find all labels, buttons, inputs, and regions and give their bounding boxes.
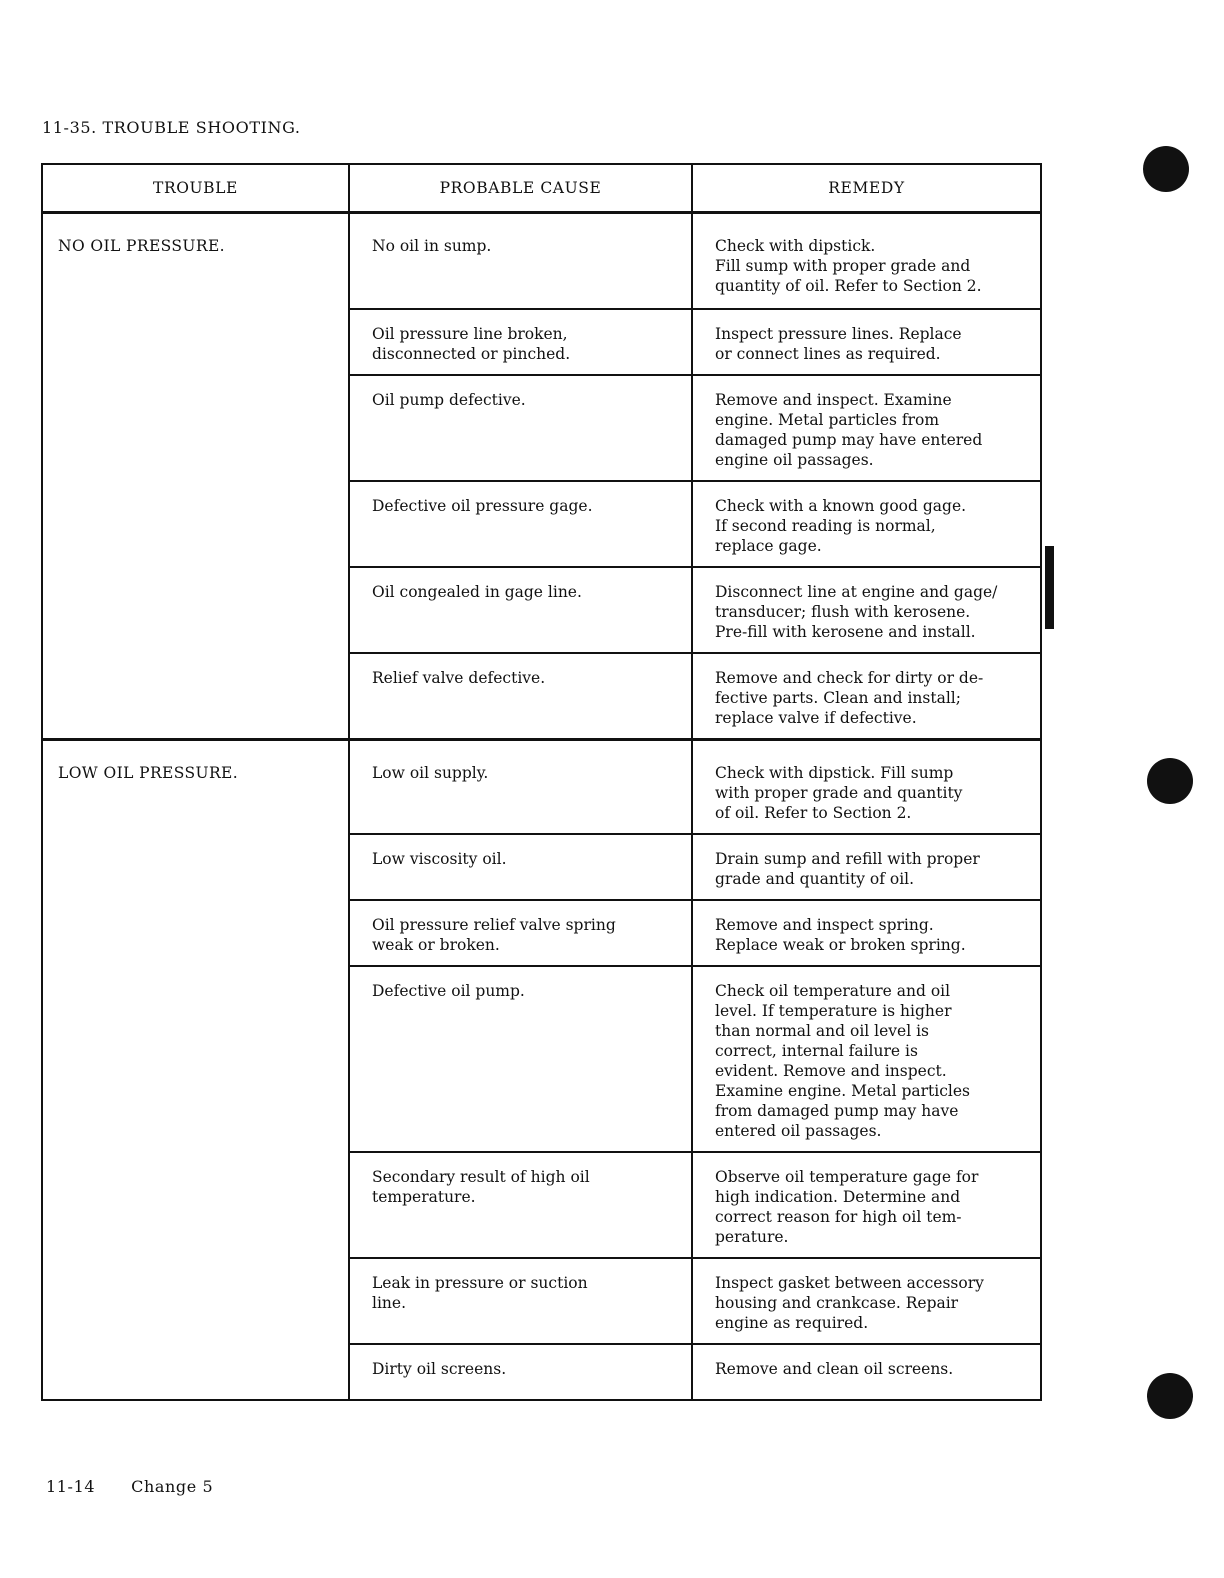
remedy-cell: Inspect gasket between accessory housing and crankcase. Repair engine as required.	[692, 1258, 1041, 1344]
cause-cell: Oil pressure relief valve spring weak or broken.	[349, 900, 692, 966]
cause-cell: Oil congealed in gage line.	[349, 567, 692, 653]
binder-hole-icon	[1147, 1373, 1193, 1419]
table-header-row	[42, 164, 1041, 213]
remedy-cell: Remove and check for dirty or de- fective parts. Clean and install; replace valve if defective.	[692, 653, 1041, 740]
trouble-low-oil-pressure: LOW OIL PRESSURE.	[42, 739, 349, 1400]
cause-cell: Oil pressure line broken, disconnected or pinched.	[349, 309, 692, 375]
remedy-cell: Check with dipstick. Fill sump with proper grade and quantity of oil. Refer to Section 2.	[692, 739, 1041, 834]
remedy-cell: Observe oil temperature gage for high indication. Determine and correct reason for high oil tem- perature.	[692, 1152, 1041, 1258]
cause-cell: Low oil supply.	[349, 739, 692, 834]
cause-cell: Secondary result of high oil temperature.	[349, 1152, 692, 1258]
header-probable-cause: PROBABLE CAUSE	[349, 164, 692, 213]
page-footer	[46, 1477, 213, 1496]
cause-cell: Leak in pressure or suction line.	[349, 1258, 692, 1344]
cause-cell: Dirty oil screens.	[349, 1344, 692, 1400]
cause-cell: Relief valve defective.	[349, 653, 692, 740]
table-row	[42, 739, 1041, 834]
remedy-cell: Disconnect line at engine and gage/ transducer; flush with kerosene. Pre-fill with kerosene and install.	[692, 567, 1041, 653]
header-remedy: REMEDY	[692, 164, 1041, 213]
page-number: 11-14	[46, 1477, 96, 1496]
remedy-cell: Check with dipstick. Fill sump with proper grade and quantity of oil. Refer to Section 2.	[692, 213, 1041, 309]
troubleshooting-table	[41, 163, 1042, 1401]
trouble-no-oil-pressure: NO OIL PRESSURE.	[42, 213, 349, 740]
revision-change-bar	[1045, 546, 1054, 629]
remedy-cell: Remove and inspect spring. Replace weak or broken spring.	[692, 900, 1041, 966]
remedy-cell: Check oil temperature and oil level. If temperature is higher than normal and oil level is correct, internal failure is evident. Remove and inspect. Examine engine. Metal particles from damaged pump may have entered oil passages.	[692, 966, 1041, 1152]
change-number: Change 5	[131, 1477, 214, 1496]
binder-hole-icon	[1143, 146, 1189, 192]
cause-cell: No oil in sump.	[349, 213, 692, 309]
table-row	[42, 213, 1041, 309]
cause-cell: Defective oil pump.	[349, 966, 692, 1152]
binder-hole-icon	[1147, 758, 1193, 804]
remedy-cell: Remove and clean oil screens.	[692, 1344, 1041, 1400]
header-trouble: TROUBLE	[42, 164, 349, 213]
remedy-cell: Drain sump and refill with proper grade and quantity of oil.	[692, 834, 1041, 900]
remedy-cell: Inspect pressure lines. Replace or connect lines as required.	[692, 309, 1041, 375]
remedy-cell: Check with a known good gage. If second reading is normal, replace gage.	[692, 481, 1041, 567]
cause-cell: Low viscosity oil.	[349, 834, 692, 900]
section-title: 11-35. TROUBLE SHOOTING.	[42, 118, 301, 137]
cause-cell: Oil pump defective.	[349, 375, 692, 481]
remedy-cell: Remove and inspect. Examine engine. Metal particles from damaged pump may have entered engine oil passages.	[692, 375, 1041, 481]
cause-cell: Defective oil pressure gage.	[349, 481, 692, 567]
